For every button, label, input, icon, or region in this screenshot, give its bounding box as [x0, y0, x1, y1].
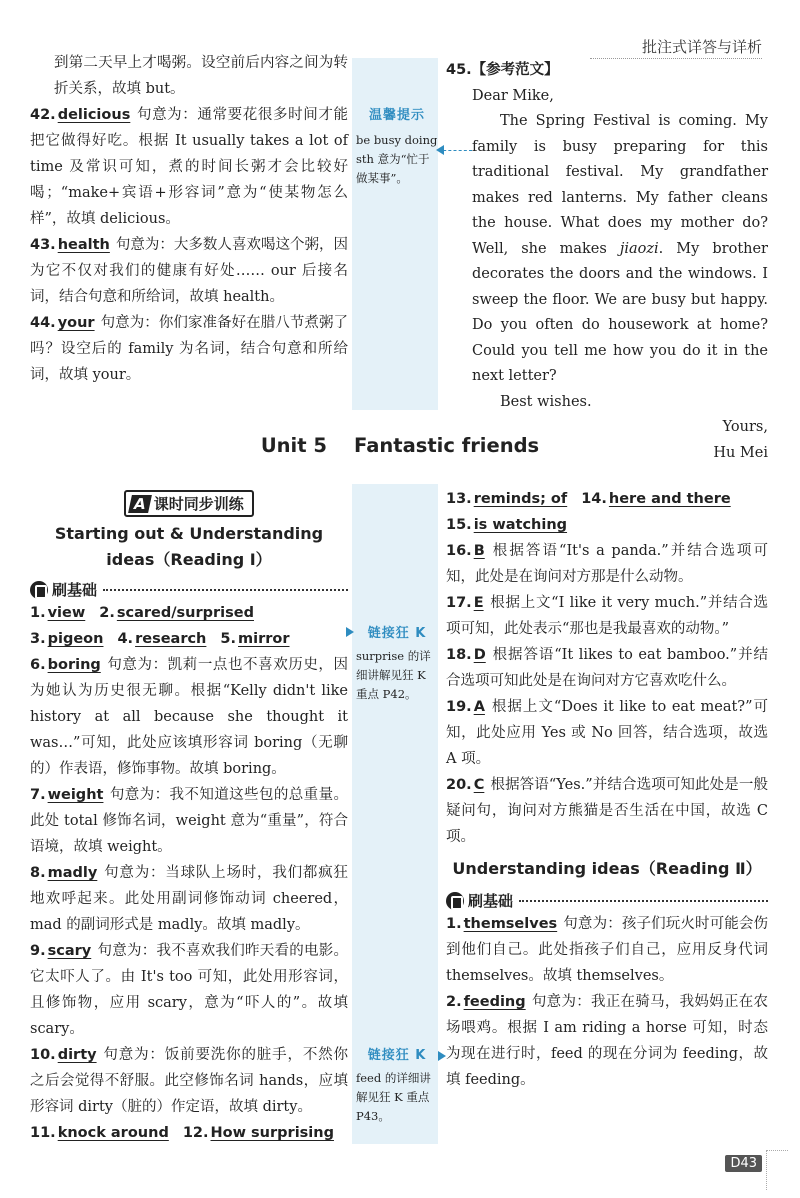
item-explanation: 根据上文“Does it like to eat meat?”可知，此处应用 Yes 或 No 回答，结合选项，故选 A 项。: [446, 699, 768, 767]
dotted-rule: [103, 589, 348, 591]
page-corner-mark: [766, 1150, 788, 1190]
item-explanation: 句意为：凯莉一点也不喜欢历史，因为她认为历史很无聊。根据“Kelly didn't like history at all because she thought it was…”可知，此处应该填形容词 boring（无聊的）作表语，修饰事物。故填 boring。: [30, 657, 348, 777]
item-number: 44.: [30, 315, 56, 331]
item-explanation: 句意为：你们家准备好在腊八节煮粥了吗？设空后的 family 为名词，结合句意和所给词，故填 your。: [30, 315, 348, 383]
item-answer: themselves: [463, 916, 558, 932]
item-explanation: 根据答语“It likes to eat bamboo.”并结合选项可知此处是在询问对方它喜欢吃什么。: [446, 647, 768, 689]
item-number: 19.: [446, 699, 472, 715]
item-answer: your: [57, 315, 95, 331]
side-note-link-title: 链接狂 K: [367, 626, 427, 641]
brush-icon: [30, 581, 48, 599]
brush-basics-header: [30, 579, 348, 600]
essay-body-part1: The Spring Festival is coming. My family is busy preparing for this traditional festival. My grandfather makes red lanterns. My father cleans the house. What does my mother do? Well, she makes: [472, 113, 768, 257]
side-note-tip: [356, 106, 438, 188]
essay-sign-name: Hu Mei: [713, 444, 768, 461]
side-note-link-text-2: feed 的详细讲解见狂 K 重点 P43。: [356, 1071, 431, 1123]
brush-label: 刷基础: [52, 581, 98, 599]
answer-line-13: 13. reminds; of 14. here and there: [446, 491, 731, 507]
essay-body: [446, 109, 768, 390]
item-explanation: 句意为：饭前要洗你的脏手，不然你之后会觉得不舒服。此空修饰名词 hands，应填形容词 dirty（脏的）作定语，故填 dirty。: [30, 1047, 348, 1115]
page-number: D43: [725, 1155, 762, 1172]
bottom-left-column: [30, 490, 348, 1146]
essay-body-italic: jiaozi: [619, 240, 659, 257]
item-explanation: 句意为：我不知道这些包的总重量。此处 total 修饰名词，weight 意为“重量”，符合语境，故填 weight。: [30, 787, 348, 855]
answer-item: [446, 538, 768, 590]
item-answer: weight: [47, 787, 104, 803]
unit-title: Unit 5 Fantastic friends: [260, 434, 540, 457]
answer-item: [446, 590, 768, 642]
item-number: 8.: [30, 865, 46, 881]
item-number: 7.: [30, 787, 46, 803]
answer-item: [30, 782, 348, 860]
top-left-column: [30, 50, 348, 388]
item-number: 17.: [446, 595, 472, 611]
link-arrow-head-2: [438, 1051, 446, 1061]
answer-item: [30, 310, 348, 388]
answer-item: [30, 1042, 348, 1120]
answer-line-15: 15. is watching: [446, 517, 568, 533]
item-number: 43.: [30, 237, 56, 253]
item-answer: health: [57, 237, 110, 253]
essay-label: 45.【参考范文】: [446, 62, 559, 78]
item-answer: D: [473, 647, 486, 663]
item-answer: B: [473, 543, 485, 559]
brush-icon-2: [446, 892, 464, 910]
item-number: 42.: [30, 107, 56, 123]
item-explanation: 根据答语“Yes.”并结合选项可知此处是一般疑问句，询问对方熊猫是否生活在中国，故选 C 项。: [446, 777, 768, 845]
answer-line-3: 3. pigeon 4. research 5. mirror: [30, 631, 290, 647]
item-number: 6.: [30, 657, 46, 673]
essay: [446, 58, 768, 466]
item-explanation: 句意为：我不喜欢我们昨天看的电影。它太吓人了。由 It's too 可知，此处用形容词，且修饰物，应用 scary，意为“吓人的”。故填 scary。: [30, 943, 348, 1037]
lesson-banner: [124, 490, 254, 517]
dotted-rule-2: [519, 900, 768, 902]
answer-item: [30, 938, 348, 1042]
item-answer: E: [473, 595, 484, 611]
bottom-right-column: [446, 486, 768, 1093]
answer-item: [446, 642, 768, 694]
item-answer: scary: [47, 943, 92, 959]
answer-item: [30, 232, 348, 310]
item-explanation: 句意为：当球队上场时，我们都疯狂地欢呼起来。此处用副词修饰动词 cheered，mad 的副词形式是 madly。故填 madly。: [30, 865, 348, 933]
section-heading-line1: Starting out & Understanding: [54, 524, 324, 543]
link-arrow-head-1: [346, 627, 354, 637]
item-number: 10.: [30, 1047, 56, 1063]
page-header-title: 批注式详答与详析: [641, 38, 762, 56]
essay-greeting: Dear Mike,: [472, 87, 554, 104]
side-note-link-text: surprise 的详细讲解见狂 K 重点 P42。: [356, 649, 431, 701]
item-answer: A: [473, 699, 485, 715]
item-explanation: 根据答语“It's a panda.”并结合选项可知，此处是在询问对方那是什么动物。: [446, 543, 768, 585]
item-number: 1.: [446, 916, 462, 932]
side-note-tip-text: be busy doing sth 意为“忙于做某事”。: [356, 133, 438, 185]
answer-item: [30, 652, 348, 782]
brush-basics-header-2: [446, 890, 768, 911]
brush-label-2: 刷基础: [468, 892, 514, 910]
item-answer: C: [473, 777, 485, 793]
item-number: 9.: [30, 943, 46, 959]
answer-view: view: [47, 605, 86, 621]
item-explanation: 句意为：孩子们玩火时可能会伤到他们自己。此处指孩子们自己，应用反身代词 themselves。故填 themselves。: [446, 916, 768, 984]
answer-item: [30, 860, 348, 938]
item-number: 18.: [446, 647, 472, 663]
essay-body-part2: . My brother decorates the doors and the windows. I sweep the floor. We are busy but happy. Do you often do housework at home? Could you tell me how you do it in the next letter?: [472, 240, 768, 384]
item-answer: feeding: [463, 994, 526, 1010]
item-number: 20.: [446, 777, 472, 793]
continued-text: 到第二天早上才喝粥。设空前后内容之间为转折关系，故填 but。: [54, 55, 348, 97]
side-note-tip-title: 温馨提示: [368, 108, 425, 123]
section-heading-reading-2: Understanding ideas（Reading Ⅱ）: [452, 859, 762, 878]
item-answer: dirty: [57, 1047, 97, 1063]
side-note-link-feed: [356, 1046, 438, 1126]
answer-item: [446, 694, 768, 772]
item-answer: boring: [47, 657, 101, 673]
answer-line-11: 11. knock around 12. How surprising: [30, 1125, 334, 1141]
answer-item: [30, 102, 348, 232]
section-heading-line2: ideas（Reading Ⅰ）: [106, 550, 272, 569]
item-explanation: 根据上文“I like it very much.”并结合选项可知，此处表示“那也是我最喜欢的动物。”: [446, 595, 768, 637]
tip-arrow-head: [436, 145, 444, 155]
banner-text: 课时同步训练: [153, 495, 244, 513]
answer-item: [446, 772, 768, 850]
essay-closing: Best wishes.: [500, 393, 592, 410]
item-explanation: 句意为：我正在骑马，我妈妈正在农场喂鸡。根据 I am riding a horse 可知，时态为现在进行时，feed 的现在分词为 feeding，故填 feeding。: [446, 994, 768, 1088]
item-answer: madly: [47, 865, 98, 881]
item-explanation: 句意为：大多数人喜欢喝这个粥，因为它不仅对我们的健康有好处…… our 后接名词，结合句意和所给词，故填 health。: [30, 237, 348, 305]
answer-line-1: 1. view 2. scared/surprised: [30, 605, 254, 621]
side-note-link-surprise: [356, 624, 438, 704]
banner-letter: A: [128, 495, 151, 513]
item-number: 2.: [446, 994, 462, 1010]
answer-item: [446, 989, 768, 1093]
item-answer: delicious: [57, 107, 131, 123]
essay-sign-yours: Yours,: [722, 419, 768, 435]
answer-item: [446, 911, 768, 989]
answer-scared: scared/surprised: [116, 605, 254, 621]
item-explanation: 句意为：通常要花很多时间才能把它做得好吃。根据 It usually takes a lot of time 及常识可知，煮的时间长粥才会比较好喝；“make+宾语+形容词”意为“使某物怎么样”，故填 delicious。: [30, 107, 348, 227]
item-number: 16.: [446, 543, 472, 559]
side-note-strip-bottom: [352, 484, 438, 1144]
side-note-link-title-2: 链接狂 K: [367, 1048, 427, 1063]
